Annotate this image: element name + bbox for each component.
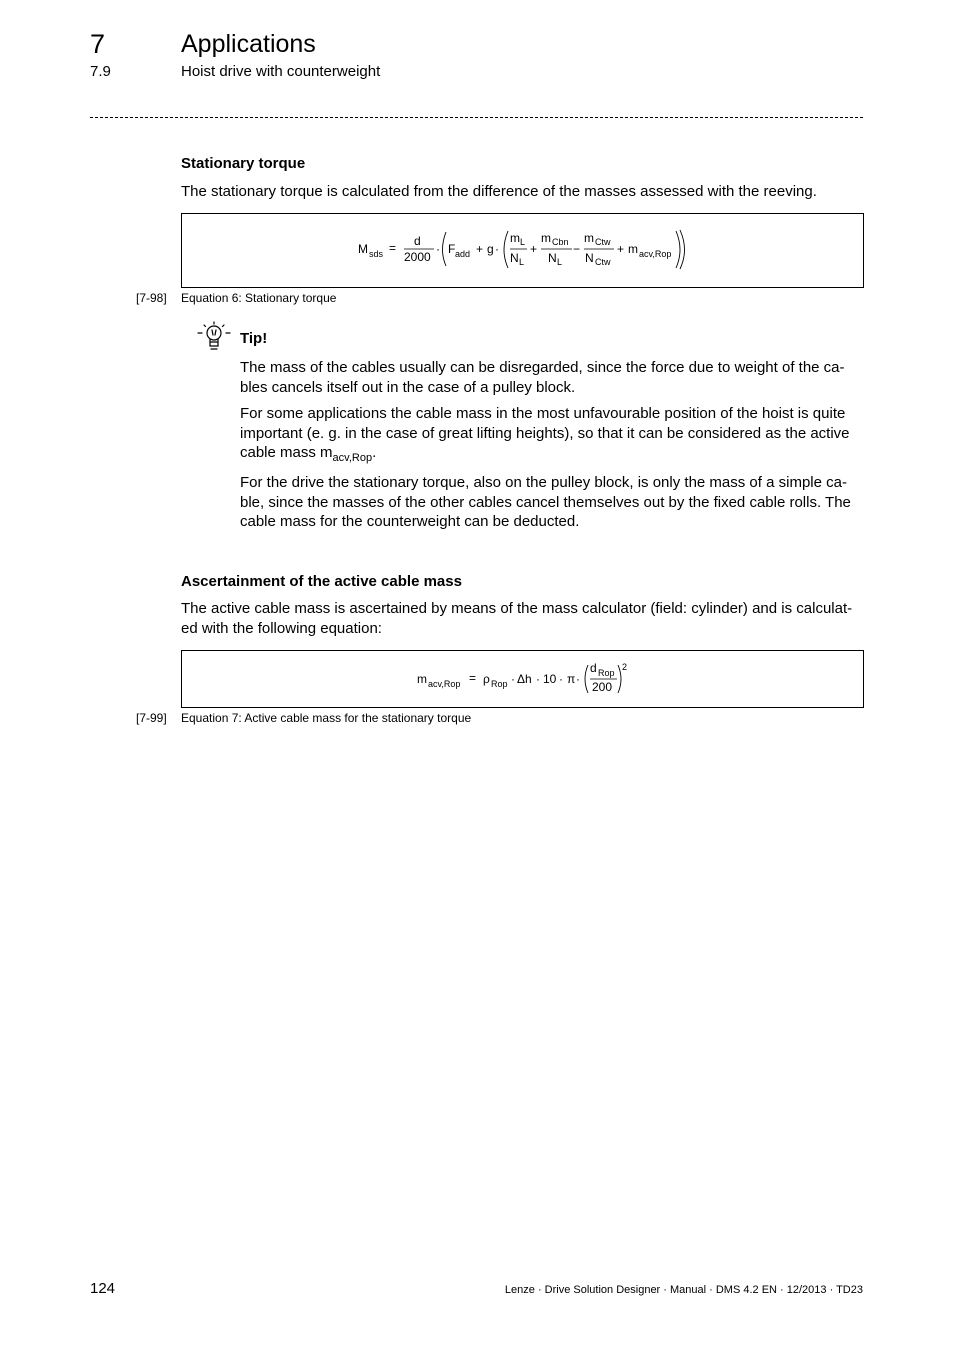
- equation-label-7-98: [7-98]: [136, 291, 167, 305]
- formula-nctw: N: [585, 251, 594, 265]
- formula-mctw-sub: Ctw: [595, 237, 611, 247]
- section-title: Hoist drive with counterweight: [181, 63, 381, 80]
- formula-f: F: [448, 242, 456, 256]
- formula2-d: d: [590, 661, 597, 675]
- tip-paragraph-2-end: .: [372, 444, 377, 461]
- tip-paragraph-2-sub: acv,Rop: [332, 452, 373, 464]
- formula-nl: N: [510, 251, 519, 265]
- formula-minus: −: [573, 242, 581, 256]
- formula2-lhs: m: [417, 672, 427, 686]
- footer-text: Lenze · Drive Solution Designer · Manual · DMS 4.2 EN · 12/2013 · TD23: [504, 1284, 863, 1296]
- formula-mcbn-sub: Cbn: [552, 237, 569, 247]
- stationary-torque-intro: The stationary torque is calculated from the difference of the masses assessed with the reeving.: [181, 183, 817, 200]
- formula-dot-1: ·: [436, 242, 440, 256]
- tip-paragraph-1: The mass of the cables usually can be disregarded, since the force due to weight of the ca-bles cancels itself out in the case of a pulley block.: [240, 359, 845, 396]
- formula-plus-1: +: [476, 242, 484, 256]
- formula2-rho: ρ: [483, 672, 490, 686]
- tip-paragraph-2-text: For some applications the cable mass in the most unfavourable position of the hoist is quite important (e. g. in the case of great lifting heights), so that it can be considered as the active cable mass m: [240, 405, 850, 461]
- section-number: 7.9: [90, 63, 111, 80]
- formula-macv: m: [628, 242, 638, 256]
- equation-caption-active-cable: Equation 7: Active cable mass for the stationary torque: [181, 711, 472, 725]
- formula-frac-num: d: [414, 234, 421, 248]
- formula-plus-3: +: [617, 242, 625, 256]
- formula-nl-sub: L: [519, 257, 525, 267]
- formula-f-sub: add: [455, 249, 471, 259]
- formula-g: g: [487, 242, 494, 256]
- formula-eq: =: [389, 241, 397, 255]
- stationary-torque-formula: [182, 214, 863, 287]
- active-cable-formula: [182, 651, 863, 707]
- tip-label: Tip!: [240, 330, 268, 347]
- formula2-den: 200: [592, 680, 613, 694]
- tip-paragraph-3: For the drive the stationary torque, also on the pulley block, is only the mass of a simple ca-ble, since the masses of the other cables cancel themselves out by the fixed cable rolls. The cable mass for the counterweight can be deducted.: [240, 474, 851, 530]
- header-divider: [90, 117, 863, 118]
- formula2-dh: Δh: [517, 672, 532, 686]
- formula2-eq: =: [469, 671, 477, 685]
- equation-label-7-99: [7-99]: [136, 711, 167, 725]
- formula-plus-2: +: [530, 242, 538, 256]
- formula2-lhs-sub: acv,Rop: [428, 679, 461, 689]
- chapter-number: 7: [90, 29, 106, 59]
- formula2-pi: π: [567, 672, 576, 686]
- active-cable-intro: The active cable mass is ascertained by means of the mass calculator (field: cylinder) and is calculat-ed with the following equation:: [181, 600, 853, 637]
- formula2-dot-3: ·: [559, 672, 563, 686]
- formula-mcbn: m: [541, 231, 551, 245]
- formula2-exp: 2: [622, 662, 628, 672]
- formula-lhs: M: [358, 242, 368, 256]
- formula-ml-sub: L: [520, 237, 526, 247]
- page-number: 124: [90, 1280, 116, 1297]
- active-cable-heading: Ascertainment of the active cable mass: [181, 573, 462, 590]
- equation-box-stationary-torque: [181, 213, 864, 288]
- formula2-dot-1: ·: [511, 672, 515, 686]
- formula-mctw: m: [584, 231, 594, 245]
- stationary-torque-heading: Stationary torque: [181, 155, 306, 172]
- formula2-dot-2: ·: [536, 672, 540, 686]
- formula-nctw-sub: Ctw: [595, 257, 611, 267]
- equation-caption-stationary-torque: Equation 6: Stationary torque: [181, 291, 337, 305]
- formula2-ten: 10: [543, 672, 557, 686]
- formula-lhs-sub: sds: [369, 249, 384, 259]
- formula2-dot-4: ·: [576, 672, 580, 686]
- lightbulb-icon: [196, 320, 232, 356]
- chapter-title: Applications: [181, 30, 316, 58]
- formula-nl-2: N: [548, 251, 557, 265]
- formula-frac-den: 2000: [404, 250, 431, 264]
- formula2-rho-sub: Rop: [491, 679, 508, 689]
- formula-nl-2-sub: L: [557, 257, 563, 267]
- tip-paragraph-2: [240, 404, 863, 469]
- formula-macv-sub: acv,Rop: [639, 249, 672, 259]
- formula-dot-2: ·: [495, 242, 499, 256]
- formula-ml: m: [510, 231, 520, 245]
- equation-box-active-cable: [181, 650, 864, 708]
- formula2-d-sub: Rop: [598, 668, 615, 678]
